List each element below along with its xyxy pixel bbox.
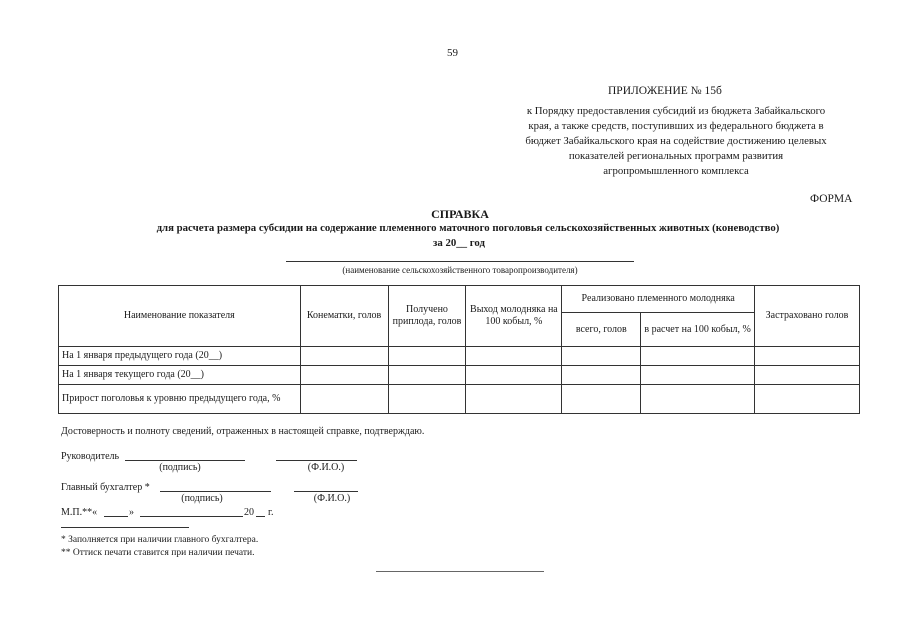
header-mares: Конематки, голов [300,286,388,347]
appendix-line: края, а также средств, поступивших из федерального бюджета в [528,120,824,132]
table-cell[interactable] [641,347,755,366]
accountant-name-caption: (Ф.И.О.) [313,493,351,504]
appendix-line: к Порядку предоставления субсидий из бюджета Забайкальского [526,105,826,117]
table-cell[interactable] [755,385,860,414]
form-label: ФОРМА [810,193,853,205]
footnote-divider [61,527,189,528]
appendix-line: агропромышленного комплекса [603,165,749,177]
date-year-prefix: 20 [244,507,254,518]
date-year-suffix: г. [268,507,274,518]
head-label: Руководитель [61,451,120,462]
footnote: ** Оттиск печати ставится при наличии печати. [61,548,255,558]
head-signature-caption: (подпись) [159,462,201,473]
table-cell[interactable] [466,347,562,366]
date-month-line[interactable] [140,516,243,517]
producer-name-line[interactable] [286,261,634,262]
appendix-line: показателей региональных программ развития [568,150,784,162]
accountant-name-line[interactable] [294,491,358,492]
header-sold-per100: в расчет на 100 кобыл, % [641,313,755,347]
header-insured: Застраховано голов [755,286,860,347]
document-title: СПРАВКА [431,207,489,221]
table-cell[interactable] [641,366,755,385]
appendix-line: бюджет Забайкальского края на содействие достижению целевых [525,135,827,147]
head-signature-line[interactable] [125,460,245,461]
appendix-title: ПРИЛОЖЕНИЕ № 15б [608,85,722,97]
document-period: за 20__ год [433,237,485,249]
table-cell[interactable] [300,385,388,414]
page-number: 59 [447,47,458,59]
header-sold-total: всего, голов [562,313,641,347]
table-cell[interactable] [466,366,562,385]
appendix-description [480,104,872,179]
table-cell[interactable] [300,347,388,366]
table-cell[interactable] [562,385,641,414]
table-cell[interactable] [388,385,466,414]
date-quote-close: » [129,507,134,518]
header-offspring: Получено приплода, голов [388,286,466,347]
table-cell[interactable] [755,347,860,366]
footnote: * Заполняется при наличии главного бухгалтера. [61,535,259,545]
subsidy-table [58,285,860,414]
header-yield: Выход молодняка на 100 кобыл, % [466,286,562,347]
producer-name-caption: (наименование сельскохозяйственного товаропроизводителя) [342,265,578,275]
table-cell[interactable] [755,366,860,385]
accountant-signature-line[interactable] [160,491,271,492]
table-row [59,347,860,366]
header-sold-group: Реализовано племенного молодняка [562,286,755,313]
head-name-caption: (Ф.И.О.) [307,462,345,473]
accountant-label: Главный бухгалтер * [61,482,150,493]
date-day-line[interactable] [104,516,128,517]
table-cell[interactable] [466,385,562,414]
table-cell[interactable] [388,366,466,385]
confirmation-text: Достоверность и полноту сведений, отраженных в настоящей справке, подтверждаю. [61,426,425,437]
table-row [59,366,860,385]
accountant-signature-caption: (подпись) [181,493,223,504]
date-year-line[interactable] [256,516,265,517]
head-name-line[interactable] [276,460,357,461]
bottom-divider [376,571,544,572]
table-cell[interactable] [562,366,641,385]
table-cell[interactable] [388,347,466,366]
header-indicator: Наименование показателя [59,286,301,347]
row-label: На 1 января текущего года (20__) [59,366,301,385]
stamp-label: М.П.**« [61,507,98,518]
table-cell[interactable] [300,366,388,385]
row-label: Прирост поголовья к уровню предыдущего года, % [59,385,301,414]
row-label: На 1 января предыдущего года (20__) [59,347,301,366]
table-cell[interactable] [641,385,755,414]
table-cell[interactable] [562,347,641,366]
document-subtitle: для расчета размера субсидии на содержание племенного маточного поголовья сельскохозяйственных животных (коневодство) [156,222,780,234]
table-row [59,385,860,414]
